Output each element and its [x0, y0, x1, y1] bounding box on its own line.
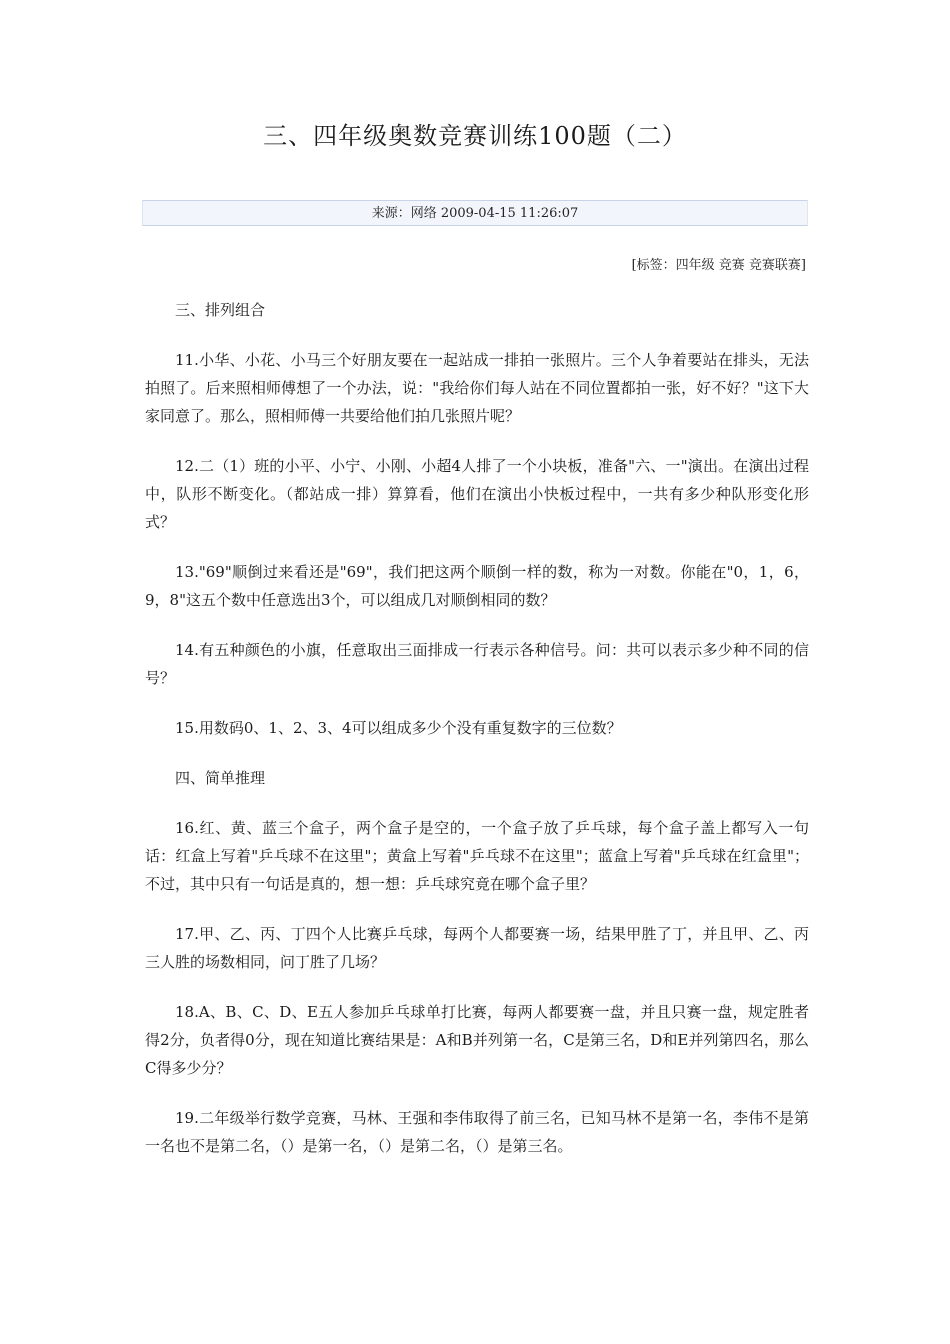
question-12: 12.二（1）班的小平、小宁、小刚、小超4人排了一个小块板，准备"六、一"演出。在演出过程中，队形不断变化。（都站成一排）算算看，他们在演出小快板过程中，一共有多少种队形变化形式？ — [145, 457, 809, 531]
article-body — [145, 296, 809, 1182]
source-text: 来源：网络 2009-04-15 11:26:07 — [371, 206, 579, 221]
page-title: 三、四年级奥数竞赛训练100题（二） — [263, 122, 687, 150]
question-15: 15.用数码0、1、2、3、4可以组成多少个没有重复数字的三位数？ — [175, 719, 622, 737]
source-bar — [142, 200, 808, 226]
question-19: 19.二年级举行数学竞赛，马林、王强和李伟取得了前三名，已知马林不是第一名，李伟不是第一名也不是第二名，（）是第一名，（）是第二名，（）是第三名。 — [145, 1109, 809, 1155]
question-13: 13."69"顺倒过来看还是"69"，我们把这两个顺倒一样的数，称为一对数。你能在"0，1，6，9，8"这五个数中任意选出3个，可以组成几对顺倒相同的数？ — [145, 563, 809, 609]
question-11: 11.小华、小花、小马三个好朋友要在一起站成一排拍一张照片。三个人争着要站在排头，无法拍照了。后来照相师傅想了一个办法，说："我给你们每人站在不同位置都拍一张，好不好？"这下大家同意了。那么，照相师傅一共要给他们拍几张照片呢？ — [145, 351, 809, 425]
section-heading-permutation: 三、排列组合 — [175, 301, 266, 319]
question-18: 18.A、B、C、D、E五人参加乒乓球单打比赛，每两人都要赛一盘，并且只赛一盘，规定胜者得2分，负者得0分，现在知道比赛结果是：A和B并列第一名，C是第三名，D和E并列第四名，那么C得多少分？ — [145, 1003, 809, 1077]
question-16: 16.红、黄、蓝三个盒子，两个盒子是空的，一个盒子放了乒乓球，每个盒子盖上都写入一句话：红盒上写着"乒乓球不在这里"；黄盒上写着"乒乓球不在这里"；蓝盒上写着"乒乓球在红盒里"；不过，其中只有一句话是真的，想一想：乒乓球究竟在哪个盒子里？ — [145, 819, 809, 893]
question-14: 14.有五种颜色的小旗，任意取出三面排成一行表示各种信号。问：共可以表示多少种不同的信号？ — [145, 641, 809, 687]
question-17: 17.甲、乙、丙、丁四个人比赛乒乓球，每两个人都要赛一场，结果甲胜了丁，并且甲、乙、丙三人胜的场数相同，问丁胜了几场？ — [145, 925, 809, 971]
section-heading-reasoning: 四、简单推理 — [175, 769, 266, 787]
tags-line: [标签：四年级 竞赛 竞赛联赛] — [631, 258, 806, 273]
